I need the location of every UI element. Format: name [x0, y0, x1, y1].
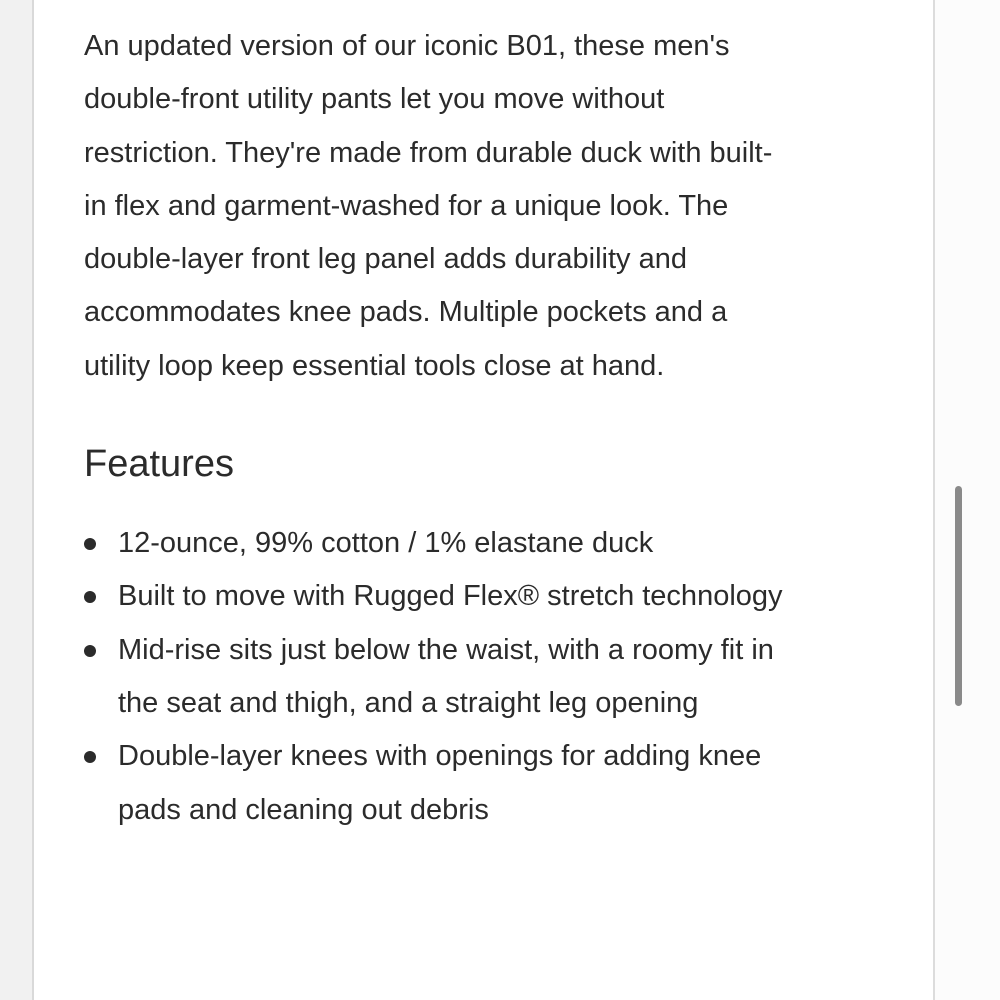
left-gutter [0, 0, 32, 1000]
feature-item [84, 517, 784, 570]
scrollbar-thumb[interactable] [955, 486, 962, 706]
feature-text: Built to move with Rugged Flex® stretch technology [118, 580, 783, 613]
product-description-section [84, 20, 784, 837]
bullet-icon [84, 538, 96, 550]
features-heading: Features [84, 443, 234, 486]
right-gutter [935, 0, 1000, 1000]
bullet-icon [84, 751, 96, 763]
feature-text: 12-ounce, 99% cotton / 1% elastane duck [118, 527, 654, 560]
product-description: An updated version of our iconic B01, these men's double-front utility pants let you move without restriction. They're made from durable duck with built-in flex and garment-washed for a unique look. The double-layer front leg panel adds durability and accommodates knee pads. Multiple pockets and a utility loop keep essential tools close at hand. [84, 30, 773, 382]
bullet-icon [84, 645, 96, 657]
feature-item [84, 624, 784, 731]
bullet-icon [84, 591, 96, 603]
features-list [84, 517, 784, 837]
feature-item [84, 570, 784, 623]
feature-text: Mid-rise sits just below the waist, with a roomy fit in the seat and thigh, and a straight leg opening [118, 633, 774, 719]
feature-text: Double-layer knees with openings for adding knee pads and cleaning out debris [118, 740, 762, 826]
feature-item [84, 730, 784, 837]
